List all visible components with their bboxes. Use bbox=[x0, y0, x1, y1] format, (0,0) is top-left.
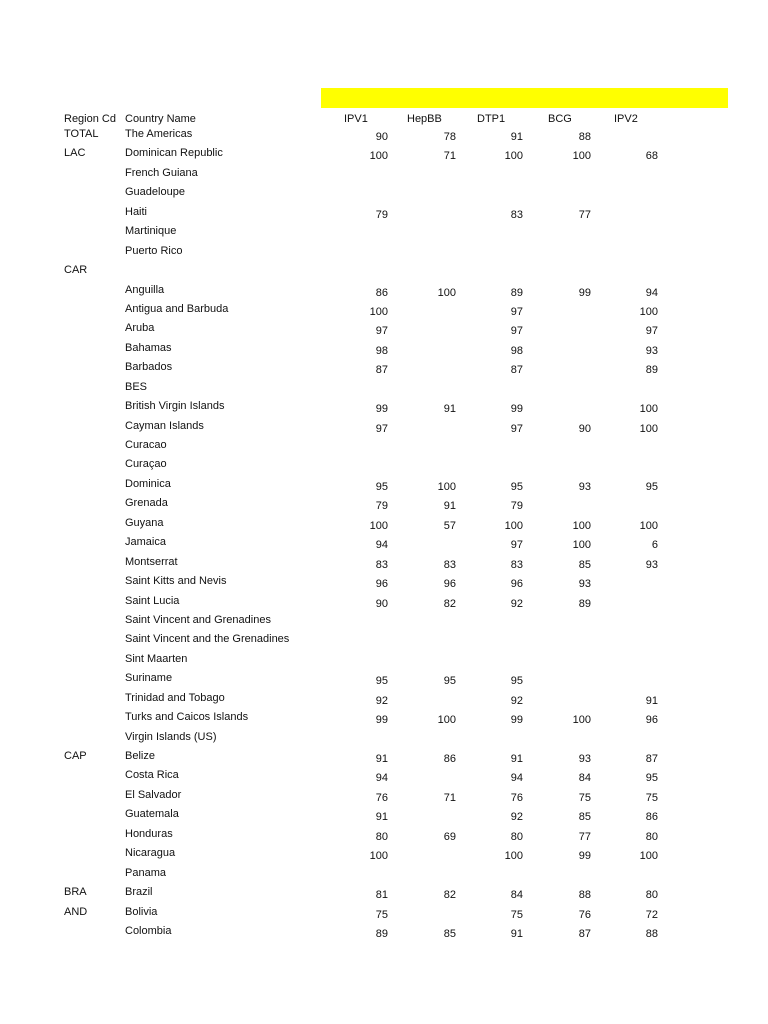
ipv1-cell: 97 bbox=[375, 325, 388, 338]
dtp1-cell: 75 bbox=[510, 908, 523, 921]
ipv2-cell: 100 bbox=[639, 519, 658, 532]
hepbb-cell: 85 bbox=[443, 927, 456, 940]
country-cell: Bolivia bbox=[125, 905, 158, 918]
ipv2-cell: 88 bbox=[645, 927, 658, 940]
hepbb-cell: 78 bbox=[443, 131, 456, 143]
country-cell: Anguilla bbox=[125, 283, 165, 296]
dtp1-cell: 97 bbox=[510, 325, 523, 338]
hepbb-cell: 91 bbox=[443, 500, 456, 513]
ipv1-cell: 99 bbox=[375, 403, 388, 416]
hepbb-cell: 91 bbox=[443, 403, 456, 416]
table-row bbox=[0, 632, 768, 651]
ipv1-cell: 100 bbox=[369, 150, 388, 163]
ipv1-cell: 87 bbox=[375, 364, 388, 377]
bcg-cell: 87 bbox=[578, 927, 591, 940]
country-cell: Montserrat bbox=[125, 555, 178, 568]
country-cell: Guyana bbox=[125, 516, 164, 529]
bcg-cell: 77 bbox=[578, 830, 591, 843]
dtp1-cell: 100 bbox=[504, 850, 523, 863]
country-cell: Curaçao bbox=[125, 458, 167, 471]
table-row bbox=[0, 749, 768, 768]
country-cell: Puerto Rico bbox=[125, 244, 183, 257]
bcg-cell: 100 bbox=[572, 519, 591, 532]
ipv1-cell: 100 bbox=[369, 850, 388, 863]
country-cell: Jamaica bbox=[125, 536, 166, 549]
bcg-cell: 88 bbox=[578, 131, 591, 143]
bcg-cell: 100 bbox=[572, 714, 591, 727]
hepbb-cell: 69 bbox=[443, 830, 456, 843]
dtp1-cell: 91 bbox=[510, 753, 523, 765]
dtp1-cell: 80 bbox=[510, 830, 523, 843]
country-cell: Cayman Islands bbox=[125, 419, 204, 432]
hepbb-cell: 86 bbox=[443, 753, 456, 765]
dtp1-cell: 100 bbox=[504, 150, 523, 163]
ipv1-cell: 96 bbox=[375, 578, 388, 591]
table-row bbox=[0, 419, 768, 438]
country-cell: Virgin Islands (US) bbox=[125, 730, 217, 743]
bcg-cell: 84 bbox=[578, 772, 591, 785]
dtp1-cell: 87 bbox=[510, 364, 523, 377]
ipv2-cell: 93 bbox=[645, 344, 658, 357]
dtp1-cell: 76 bbox=[510, 791, 523, 804]
country-cell: Honduras bbox=[125, 827, 173, 840]
table-row bbox=[0, 496, 768, 515]
bcg-cell: 100 bbox=[572, 539, 591, 552]
ipv2-cell: 80 bbox=[645, 889, 658, 902]
hepbb-cell: 100 bbox=[437, 714, 456, 727]
country-cell: Colombia bbox=[125, 924, 172, 937]
country-cell: Saint Vincent and Grenadines bbox=[125, 613, 271, 626]
ipv1-cell: 91 bbox=[375, 753, 388, 765]
region-cell: LAC bbox=[64, 147, 86, 160]
bcg-cell: 93 bbox=[578, 480, 591, 493]
country-cell: Panama bbox=[125, 866, 166, 879]
country-cell: Curacao bbox=[125, 439, 167, 451]
hepbb-cell: 95 bbox=[443, 675, 456, 688]
ipv2-cell: 68 bbox=[645, 150, 658, 163]
country-cell: British Virgin Islands bbox=[125, 400, 225, 413]
dtp1-cell: 92 bbox=[510, 811, 523, 824]
ipv1-cell: 86 bbox=[375, 286, 388, 299]
table-row bbox=[0, 321, 768, 340]
country-cell: Costa Rica bbox=[125, 769, 179, 782]
table-row bbox=[0, 457, 768, 476]
country-cell: Saint Kitts and Nevis bbox=[125, 575, 227, 588]
bcg-cell: 85 bbox=[578, 558, 591, 571]
table-row bbox=[0, 399, 768, 418]
table-row bbox=[0, 885, 768, 904]
bcg-cell: 89 bbox=[578, 597, 591, 610]
table-body bbox=[0, 127, 768, 943]
country-cell: Barbados bbox=[125, 361, 173, 374]
ipv1-cell: 80 bbox=[375, 830, 388, 843]
table-row bbox=[0, 477, 768, 496]
ipv2-cell: 94 bbox=[645, 286, 658, 299]
column-header-ipv2: IPV2 bbox=[614, 113, 638, 125]
ipv1-cell: 94 bbox=[375, 772, 388, 785]
column-header-ipv1: IPV1 bbox=[344, 113, 368, 125]
table-row bbox=[0, 127, 768, 146]
dtp1-cell: 97 bbox=[510, 539, 523, 552]
country-cell: Antigua and Barbuda bbox=[125, 302, 229, 315]
bcg-cell: 93 bbox=[578, 578, 591, 591]
ipv1-cell: 91 bbox=[375, 811, 388, 824]
table-row bbox=[0, 866, 768, 885]
country-cell: Aruba bbox=[125, 322, 155, 335]
table-row bbox=[0, 244, 768, 263]
country-cell: Sint Maarten bbox=[125, 652, 188, 665]
bcg-cell: 85 bbox=[578, 811, 591, 824]
hepbb-cell: 100 bbox=[437, 286, 456, 299]
ipv2-cell: 100 bbox=[639, 850, 658, 863]
column-header-region: Region Cd bbox=[64, 113, 116, 125]
ipv2-cell: 95 bbox=[645, 772, 658, 785]
ipv1-cell: 99 bbox=[375, 714, 388, 727]
country-cell: El Salvador bbox=[125, 788, 182, 801]
ipv2-cell: 72 bbox=[645, 908, 658, 921]
region-cell: TOTAL bbox=[64, 128, 99, 140]
dtp1-cell: 100 bbox=[504, 519, 523, 532]
column-header-dtp1: DTP1 bbox=[477, 113, 506, 125]
table-row bbox=[0, 516, 768, 535]
table-row bbox=[0, 146, 768, 165]
ipv2-cell: 100 bbox=[639, 305, 658, 318]
country-cell: The Americas bbox=[125, 128, 193, 140]
ipv1-cell: 79 bbox=[375, 500, 388, 513]
ipv2-cell: 91 bbox=[645, 694, 658, 707]
table-row bbox=[0, 594, 768, 613]
header-highlight-bar bbox=[321, 88, 728, 108]
country-cell: Suriname bbox=[125, 672, 173, 685]
table-row bbox=[0, 613, 768, 632]
country-cell: Belize bbox=[125, 750, 155, 762]
dtp1-cell: 98 bbox=[510, 344, 523, 357]
hepbb-cell: 82 bbox=[443, 597, 456, 610]
country-cell: BES bbox=[125, 380, 148, 393]
dtp1-cell: 83 bbox=[510, 208, 523, 221]
table-row bbox=[0, 924, 768, 943]
table-row bbox=[0, 380, 768, 399]
column-header-bcg: BCG bbox=[548, 113, 572, 125]
ipv1-cell: 98 bbox=[375, 344, 388, 357]
dtp1-cell: 89 bbox=[510, 286, 523, 299]
table-row bbox=[0, 205, 768, 224]
bcg-cell: 93 bbox=[578, 753, 591, 765]
column-header-country: Country Name bbox=[125, 113, 196, 125]
country-cell: Turks and Caicos Islands bbox=[125, 711, 249, 724]
ipv1-cell: 76 bbox=[375, 791, 388, 804]
hepbb-cell: 71 bbox=[443, 150, 456, 163]
table-row bbox=[0, 360, 768, 379]
dtp1-cell: 83 bbox=[510, 558, 523, 571]
dtp1-cell: 99 bbox=[510, 403, 523, 416]
table-row bbox=[0, 166, 768, 185]
ipv1-cell: 90 bbox=[375, 131, 388, 143]
table-row bbox=[0, 671, 768, 690]
country-cell: Martinique bbox=[125, 225, 177, 238]
table-row bbox=[0, 535, 768, 554]
country-cell: Bahamas bbox=[125, 341, 172, 354]
table-row bbox=[0, 224, 768, 243]
dtp1-cell: 92 bbox=[510, 597, 523, 610]
dtp1-cell: 97 bbox=[510, 305, 523, 318]
table-row bbox=[0, 341, 768, 360]
table-row bbox=[0, 730, 768, 749]
ipv1-cell: 94 bbox=[375, 539, 388, 552]
ipv1-cell: 75 bbox=[375, 908, 388, 921]
table-row bbox=[0, 905, 768, 924]
hepbb-cell: 96 bbox=[443, 578, 456, 591]
table-row bbox=[0, 788, 768, 807]
country-cell: Saint Vincent and the Grenadines bbox=[125, 633, 290, 646]
region-cell: CAP bbox=[64, 750, 87, 762]
country-cell: Nicaragua bbox=[125, 847, 176, 860]
ipv2-cell: 89 bbox=[645, 364, 658, 377]
bcg-cell: 75 bbox=[578, 791, 591, 804]
region-cell: AND bbox=[64, 905, 88, 918]
dtp1-cell: 91 bbox=[510, 927, 523, 940]
ipv1-cell: 95 bbox=[375, 480, 388, 493]
country-cell: Saint Lucia bbox=[125, 594, 180, 607]
ipv1-cell: 92 bbox=[375, 694, 388, 707]
table-row bbox=[0, 574, 768, 593]
country-cell: Trinidad and Tobago bbox=[125, 691, 225, 704]
column-header-hepbb: HepBB bbox=[407, 113, 442, 125]
dtp1-cell: 84 bbox=[510, 889, 523, 902]
bcg-cell: 88 bbox=[578, 889, 591, 902]
ipv2-cell: 100 bbox=[639, 422, 658, 435]
ipv2-cell: 87 bbox=[645, 753, 658, 765]
ipv1-cell: 89 bbox=[375, 927, 388, 940]
country-cell: Dominican Republic bbox=[125, 147, 223, 160]
region-cell: BRA bbox=[64, 886, 87, 899]
country-cell: Grenada bbox=[125, 497, 168, 510]
ipv1-cell: 95 bbox=[375, 675, 388, 688]
table-row bbox=[0, 185, 768, 204]
hepbb-cell: 71 bbox=[443, 791, 456, 804]
table-row bbox=[0, 846, 768, 865]
ipv1-cell: 83 bbox=[375, 558, 388, 571]
table-row bbox=[0, 652, 768, 671]
table-row bbox=[0, 827, 768, 846]
bcg-cell: 99 bbox=[578, 286, 591, 299]
hepbb-cell: 100 bbox=[437, 480, 456, 493]
table-row bbox=[0, 438, 768, 457]
ipv2-cell: 75 bbox=[645, 791, 658, 804]
dtp1-cell: 79 bbox=[510, 500, 523, 513]
dtp1-cell: 92 bbox=[510, 694, 523, 707]
dtp1-cell: 94 bbox=[510, 772, 523, 785]
ipv2-cell: 80 bbox=[645, 830, 658, 843]
bcg-cell: 76 bbox=[578, 908, 591, 921]
dtp1-cell: 99 bbox=[510, 714, 523, 727]
table-row bbox=[0, 263, 768, 282]
region-cell: CAR bbox=[64, 264, 88, 277]
hepbb-cell: 83 bbox=[443, 558, 456, 571]
ipv1-cell: 90 bbox=[375, 597, 388, 610]
ipv2-cell: 95 bbox=[645, 480, 658, 493]
bcg-cell: 99 bbox=[578, 850, 591, 863]
country-cell: Dominica bbox=[125, 477, 171, 490]
ipv2-cell: 86 bbox=[645, 811, 658, 824]
bcg-cell: 90 bbox=[578, 422, 591, 435]
ipv2-cell: 96 bbox=[645, 714, 658, 727]
table-row bbox=[0, 691, 768, 710]
table-row bbox=[0, 283, 768, 302]
dtp1-cell: 95 bbox=[510, 480, 523, 493]
ipv1-cell: 79 bbox=[375, 208, 388, 221]
table-row bbox=[0, 807, 768, 826]
dtp1-cell: 95 bbox=[510, 675, 523, 688]
country-cell: Guatemala bbox=[125, 808, 179, 821]
country-cell: Haiti bbox=[125, 205, 148, 218]
dtp1-cell: 96 bbox=[510, 578, 523, 591]
ipv2-cell: 100 bbox=[639, 403, 658, 416]
ipv2-cell: 6 bbox=[651, 539, 658, 552]
country-cell: French Guiana bbox=[125, 166, 198, 179]
hepbb-cell: 82 bbox=[443, 889, 456, 902]
bcg-cell: 77 bbox=[578, 208, 591, 221]
table-row bbox=[0, 555, 768, 574]
country-cell: Brazil bbox=[125, 886, 153, 899]
table-row bbox=[0, 710, 768, 729]
ipv1-cell: 81 bbox=[375, 889, 388, 902]
table-row bbox=[0, 768, 768, 787]
dtp1-cell: 91 bbox=[510, 131, 523, 143]
bcg-cell: 100 bbox=[572, 150, 591, 163]
ipv1-cell: 100 bbox=[369, 519, 388, 532]
ipv1-cell: 100 bbox=[369, 305, 388, 318]
ipv1-cell: 97 bbox=[375, 422, 388, 435]
ipv2-cell: 97 bbox=[645, 325, 658, 338]
country-cell: Guadeloupe bbox=[125, 186, 185, 199]
ipv2-cell: 93 bbox=[645, 558, 658, 571]
dtp1-cell: 97 bbox=[510, 422, 523, 435]
table-row bbox=[0, 302, 768, 321]
hepbb-cell: 57 bbox=[443, 519, 456, 532]
